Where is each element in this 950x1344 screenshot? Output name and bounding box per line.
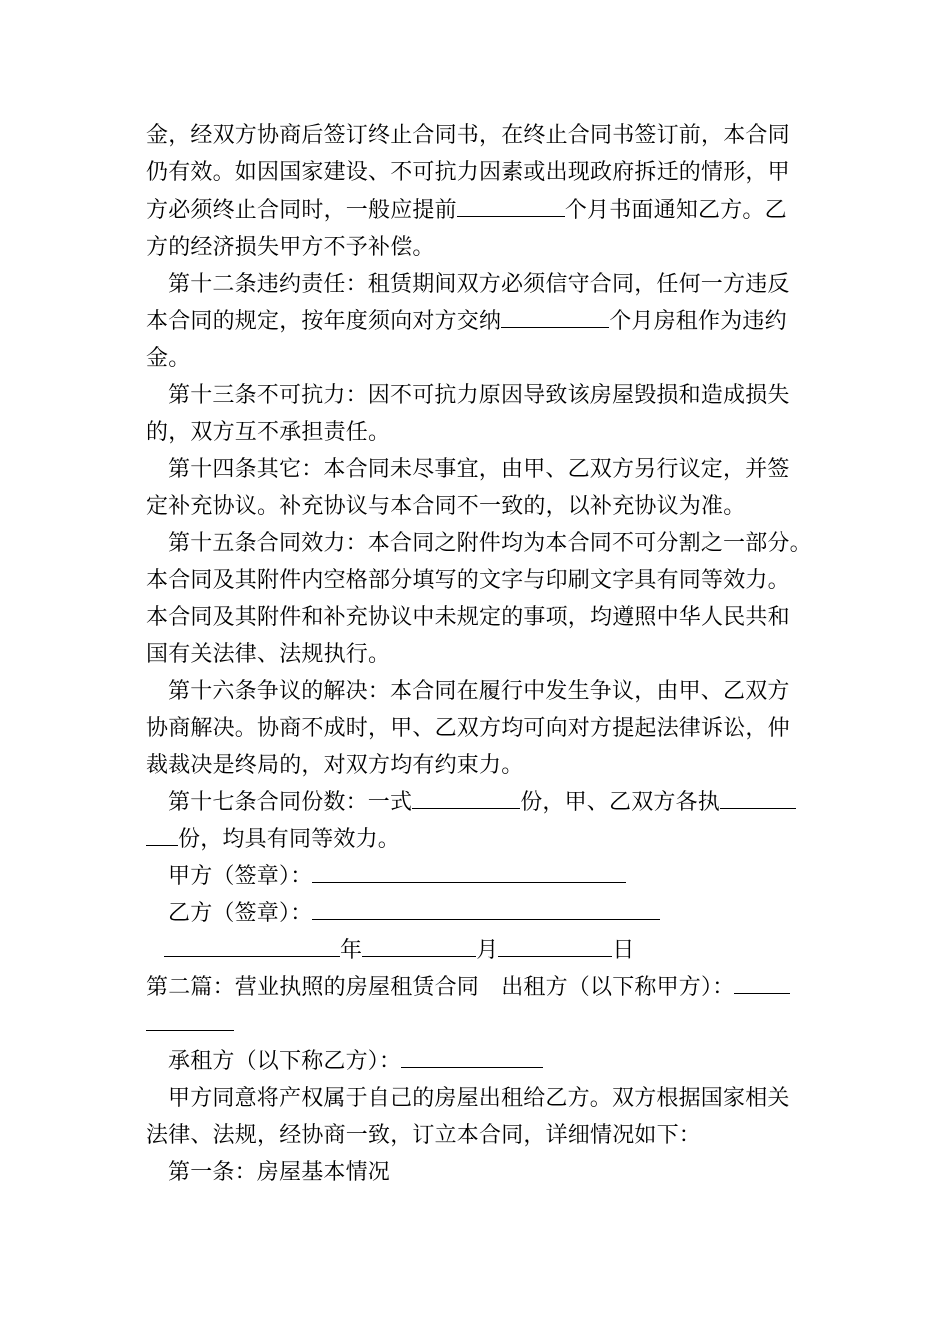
blank-line xyxy=(412,788,520,809)
signature-blank xyxy=(312,899,660,920)
article-13-title xyxy=(168,381,790,411)
blank-line xyxy=(457,196,565,217)
text: 第十三条不可抗力：因不可抗力原因导致该房屋毁损和造成损失 xyxy=(168,383,790,408)
article-1-title xyxy=(168,1158,390,1188)
lessee-line xyxy=(168,1047,543,1077)
text: 仍有效。如因国家建设、不可抗力因素或出现政府拆迁的情形，甲 xyxy=(146,160,790,185)
article-16-title xyxy=(168,677,790,707)
paragraph-line xyxy=(146,566,790,596)
blank-line xyxy=(401,1047,543,1068)
paragraph-line xyxy=(146,233,435,263)
text: 第十六条争议的解决：本合同在履行中发生争议，由甲、乙双方 xyxy=(168,679,790,704)
text: 份，甲、乙双方各执 xyxy=(520,790,721,815)
paragraph-line xyxy=(146,714,790,744)
text: 第十七条合同份数：一式 xyxy=(168,790,413,815)
text: 第二篇：营业执照的房屋租赁合同 出租方（以下称甲方）： xyxy=(146,975,735,1000)
text: 乙方（签章）： xyxy=(168,901,313,926)
blank-line xyxy=(734,973,790,994)
text: 协商解决。协商不成时，甲、乙双方均可向对方提起法律诉讼，仲 xyxy=(146,716,790,741)
day-blank xyxy=(498,936,612,957)
blank-line xyxy=(501,307,609,328)
article-12-title xyxy=(168,270,790,300)
signature-blank xyxy=(312,862,626,883)
text: 的，双方互不承担责任。 xyxy=(146,420,391,445)
text: 法律、法规，经协商一致，订立本合同，详细情况如下： xyxy=(146,1123,702,1148)
blank-line xyxy=(146,1010,234,1031)
text: 国有关法律、法规执行。 xyxy=(146,642,391,667)
date-line xyxy=(164,936,635,966)
paragraph-line xyxy=(146,603,790,633)
text: 方必须终止合同时，一般应提前 xyxy=(146,198,457,223)
paragraph-line xyxy=(146,418,390,448)
paragraph-line xyxy=(146,307,787,337)
text: 方的经济损失甲方不予补偿。 xyxy=(146,235,435,260)
text: 甲方（签章）： xyxy=(168,864,313,889)
paragraph-line xyxy=(146,1121,701,1151)
text: 年 xyxy=(340,938,363,963)
month-blank xyxy=(362,936,476,957)
blank-line xyxy=(146,825,178,846)
paragraph-line xyxy=(146,344,190,374)
paragraph-line xyxy=(146,640,390,670)
text: 裁裁决是终局的，对双方均有约束力。 xyxy=(146,753,524,778)
article-14-title xyxy=(168,455,790,485)
text: 承租方（以下称乙方）： xyxy=(168,1049,402,1074)
paragraph-line xyxy=(146,751,523,781)
article-17-title xyxy=(168,788,796,818)
paragraph-line xyxy=(146,492,745,522)
paragraph-line xyxy=(146,121,790,151)
article-15-title xyxy=(168,529,812,559)
text: 个月房租作为违约 xyxy=(609,309,787,334)
text: 第一条：房屋基本情况 xyxy=(168,1160,391,1185)
text: 个月书面通知乙方。乙 xyxy=(564,198,787,223)
party-a-signature xyxy=(168,862,626,892)
text: 甲方同意将产权属于自己的房屋出租给乙方。双方根据国家相关 xyxy=(168,1086,790,1111)
text: 本合同及其附件内空格部分填写的文字与印刷文字具有同等效力。 xyxy=(146,568,790,593)
paragraph-line xyxy=(168,1084,790,1114)
year-blank xyxy=(164,936,340,957)
text: 本合同的规定，按年度须向对方交纳 xyxy=(146,309,502,334)
text: 金。 xyxy=(146,346,191,371)
text: 定补充协议。补充协议与本合同不一致的，以补充协议为准。 xyxy=(146,494,746,519)
text: 份，均具有同等效力。 xyxy=(178,827,401,852)
text: 第十四条其它：本合同未尽事宜，由甲、乙双方另行议定，并签 xyxy=(168,457,790,482)
paragraph-line xyxy=(146,158,790,188)
party-b-signature xyxy=(168,899,660,929)
text: 第十二条违约责任：租赁期间双方必须信守合同，任何一方违反 xyxy=(168,272,790,297)
paragraph-line xyxy=(146,1010,234,1040)
text: 日 xyxy=(612,938,635,963)
text: 金，经双方协商后签订终止合同书，在终止合同书签订前，本合同 xyxy=(146,123,790,148)
section-2-heading xyxy=(146,973,790,1003)
paragraph-line xyxy=(146,825,400,855)
text: 本合同及其附件和补充协议中未规定的事项，均遵照中华人民共和 xyxy=(146,605,790,630)
blank-line xyxy=(720,788,796,809)
text: 月 xyxy=(476,938,499,963)
paragraph-line xyxy=(146,196,787,226)
text: 第十五条合同效力：本合同之附件均为本合同不可分割之一部分。 xyxy=(168,531,812,556)
